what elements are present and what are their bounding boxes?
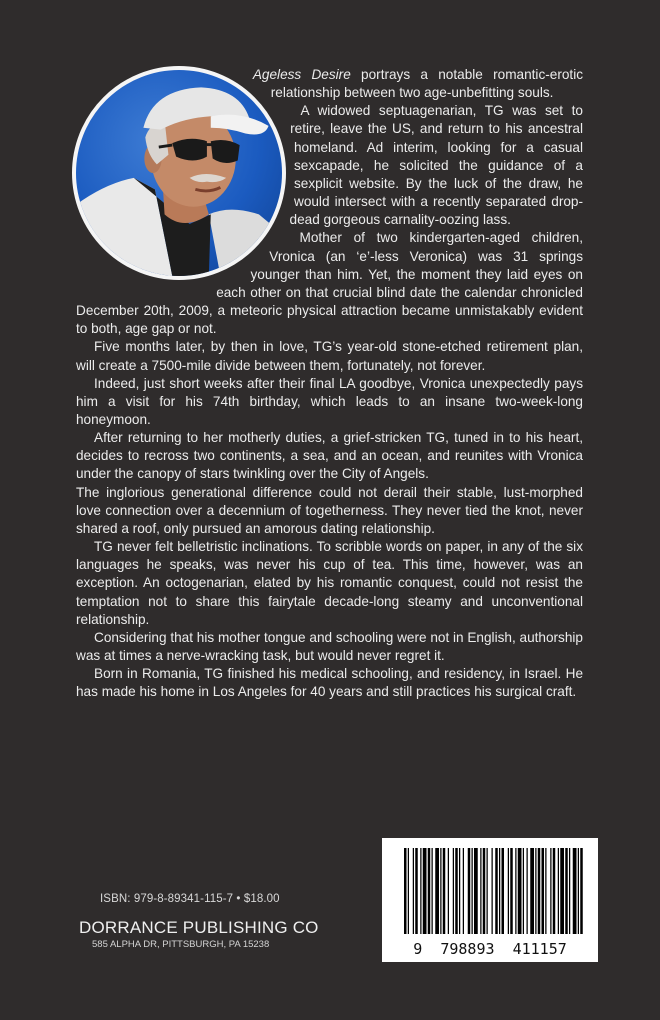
barcode-bar: [455, 848, 458, 934]
barcode-bar: [428, 848, 431, 934]
barcode-bar: [483, 848, 486, 934]
barcode-bar: [432, 848, 433, 934]
barcode-bar: [542, 848, 545, 934]
barcode-bar: [435, 848, 439, 934]
blurb-paragraph-2: A widowed septuagenarian, TG was set to retire, leave the US, and return to his ancestral homeland. Ad interim, looking for a casual sexcapade, he solicited the guidance of a sexplicit website. By the luck of the draw, he would intersect with a recently separated drop-dead gorgeous carnality-oozing lass.: [289, 103, 583, 228]
barcode-digits: 9 798893 411157: [413, 940, 567, 958]
barcode-bar: [474, 848, 478, 934]
barcode-bar: [558, 848, 559, 934]
barcode-bar: [535, 848, 536, 934]
barcode-bar: [459, 848, 460, 934]
blurb-paragraph-6: After returning to her motherly duties, a grief-stricken TG, tuned in to his heart, decides to recross two continents, a sea, and an ocean, and reunites with Vronica under the canopy of stars twinkling over the City of Angels.: [76, 430, 583, 482]
barcode-bar: [463, 848, 464, 934]
barcode-bar: [404, 848, 407, 934]
barcode-bar: [423, 848, 427, 934]
barcode-bar: [502, 848, 505, 934]
barcode-bar: [408, 848, 409, 934]
barcode-bar: [413, 848, 414, 934]
barcode-bar: [527, 848, 528, 934]
barcode-bar: [550, 848, 551, 934]
barcode-bar: [573, 848, 577, 934]
barcode-bar: [440, 848, 441, 934]
blurb-paragraph-4: Five months later, by then in love, TG’s year-old stone-etched retirement plan, will create a 7500-mile divide between them, fortunately, not forever.: [76, 339, 583, 373]
barcode-bar: [510, 848, 513, 934]
blurb-paragraph-7: The inglorious generational difference could not derail their stable, lust-morphed love connection over a decennium of togetherness. They never tied the knot, never shared a roof, only pursued an amorous dating relationship.: [76, 484, 583, 536]
blurb-paragraph-3: Mother of two kindergarten-aged children, Vronica (an ‘e’-less Veronica) was 31 springs younger than him. Yet, the moment they laid eyes on each other on that crucial blind date the calendar chronicled December 20th, 2009, a meteoric physical attraction became unmistakably evident to both, age gap or not.: [76, 230, 583, 337]
barcode-bar: [545, 848, 546, 934]
barcode-bar: [508, 848, 509, 934]
blurb-paragraph-5: Indeed, just short weeks after their final LA goodbye, Vronica unexpectedly pays him a visit for his 74th birthday, which leads to an insane two-week-long honeymoon.: [76, 375, 583, 427]
blurb-paragraph-1: Ageless Desire portrays a notable romantic-erotic relationship between two age-unbefitting souls.: [252, 67, 584, 101]
barcode-bar: [515, 848, 516, 934]
barcode-bar: [578, 848, 579, 934]
barcode-bar: [443, 848, 446, 934]
barcode-bar: [448, 848, 449, 934]
barcode-bar: [415, 848, 418, 934]
book-title: Ageless Desire: [252, 67, 351, 82]
blurb-paragraph-10: Born in Romania, TG finished his medical schooling, and residency, in Israel. He has made his home in Los Angeles for 40 years and still practices his surgical craft.: [76, 666, 583, 700]
barcode-bar: [538, 848, 541, 934]
blurb-paragraph-9: Considering that his mother tongue and schooling were not in English, authorship was at times a nerve-wracking task, but would never regret it.: [76, 629, 583, 663]
publisher-address: 585 ALPHA DR, PITTSBURGH, PA 15238: [92, 939, 270, 950]
barcode-bar: [518, 848, 522, 934]
barcode-bar: [560, 848, 564, 934]
barcode: [382, 838, 598, 962]
barcode-bar: [523, 848, 524, 934]
back-cover-blurb: [76, 66, 583, 701]
blurb-paragraph-8: TG never felt belletristic inclinations. To scribble words on paper, in any of the six languages he speaks, was never his cup of tea. This time, however, was an exception. An octogenarian, elated by his romantic conquest, could not resist the temptation not to share this fairytale decade-long steamy and unconventional relationship.: [76, 539, 583, 627]
barcode-bar: [499, 848, 500, 934]
barcode-bar: [472, 848, 473, 934]
isbn-price-line: ISBN: 979-8-89341-115-7 • $18.00: [100, 893, 280, 905]
barcode-bars: [382, 838, 598, 942]
barcode-bar: [480, 848, 481, 934]
barcode-bar: [530, 848, 534, 934]
barcode-bar: [468, 848, 471, 934]
barcode-bar: [453, 848, 454, 934]
barcode-bar: [492, 848, 493, 934]
barcode-bar: [565, 848, 568, 934]
barcode-bar: [420, 848, 421, 934]
barcode-bar: [569, 848, 570, 934]
barcode-bar: [487, 848, 488, 934]
barcode-bar: [495, 848, 498, 934]
barcode-bar: [553, 848, 556, 934]
barcode-bar: [580, 848, 583, 934]
publisher-name: DORRANCE PUBLISHING CO: [79, 918, 319, 937]
